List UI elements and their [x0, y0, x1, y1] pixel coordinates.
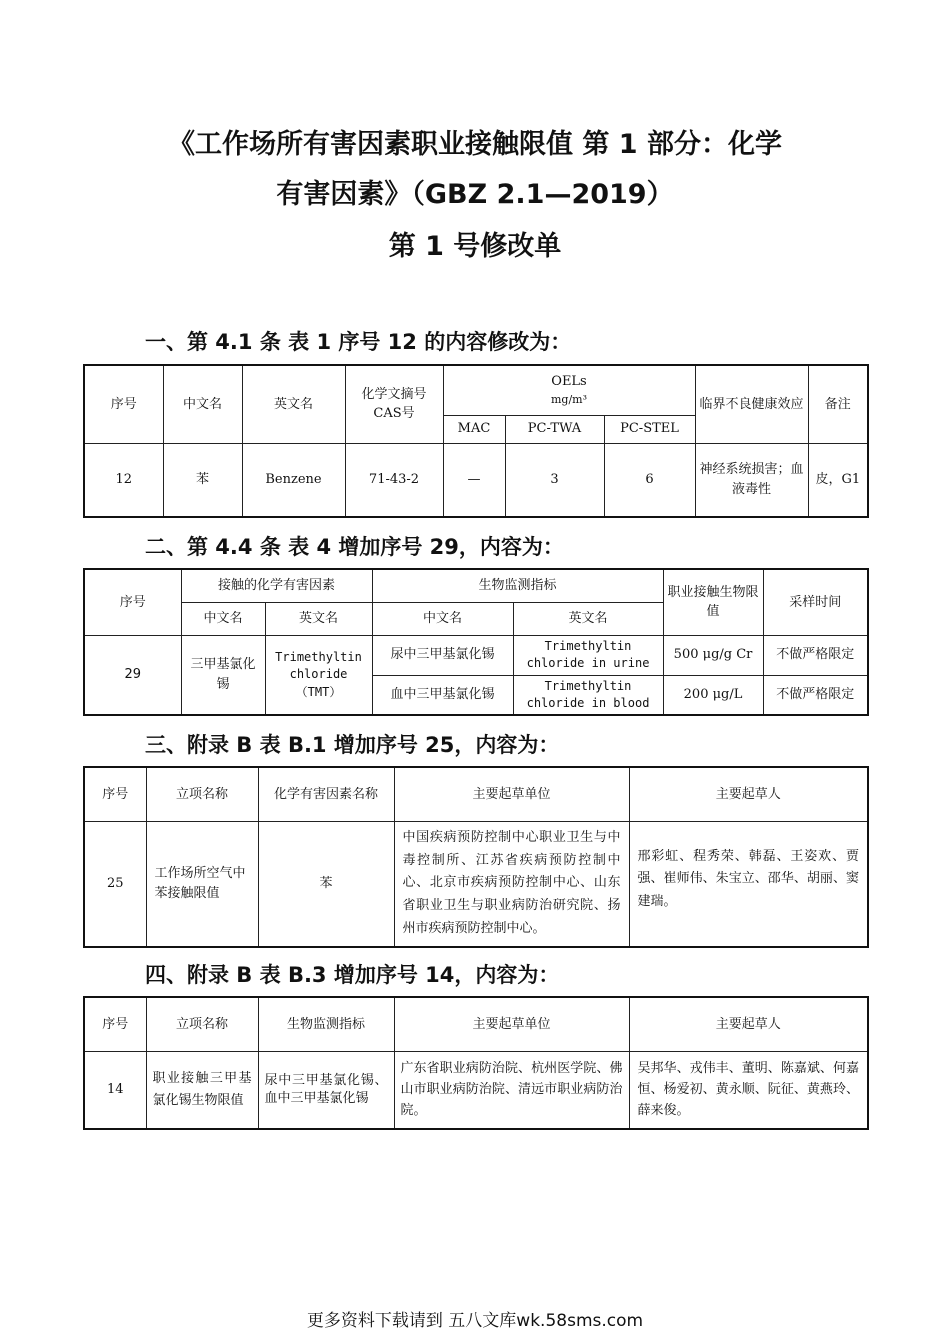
- cell-pc-stel: 6: [604, 443, 695, 517]
- cell-indicator-en: Trimethyltin chloride in blood: [513, 675, 663, 715]
- header-indicator-en: 英文名: [513, 602, 663, 635]
- cell-indicator-en: Trimethyltin chloride in urine: [513, 635, 663, 675]
- doc-title-line-1: 《工作场所有害因素职业接触限值 第 1 部分：化学: [168, 129, 782, 160]
- table-1: [83, 364, 869, 518]
- header-seq: 序号: [84, 365, 163, 443]
- cell-indicator-cn: 尿中三甲基氯化锡: [372, 635, 513, 675]
- header-project: 立项名称: [146, 997, 258, 1051]
- cell-effect: 神经系统损害；血液毒性: [695, 443, 808, 517]
- cell-drafters: 吴邦华、戎伟丰、董明、陈嘉斌、何嘉恒、杨爱初、黄永顺、阮征、黄燕玲、薛来俊。: [629, 1051, 868, 1129]
- section-1-heading: 一、第 4.1 条 表 1 序号 12 的内容修改为：: [145, 330, 572, 354]
- header-factor-en: 英文名: [265, 602, 372, 635]
- header-mac: MAC: [443, 415, 505, 443]
- section-4-heading: 四、附录 B 表 B.3 增加序号 14，内容为：: [145, 963, 560, 987]
- section-2-heading: 二、第 4.4 条 表 4 增加序号 29，内容为：: [145, 535, 564, 559]
- cell-seq: 12: [84, 443, 163, 517]
- header-drafting-unit: 主要起草单位: [394, 997, 629, 1051]
- header-bio-limit: 职业接触生物限值: [663, 569, 763, 635]
- header-note: 备注: [808, 365, 868, 443]
- header-seq: 序号: [84, 767, 146, 821]
- table-row: [84, 1051, 868, 1129]
- header-pc-twa: PC-TWA: [505, 415, 604, 443]
- header-effect: 临界不良健康效应: [695, 365, 808, 443]
- cell-en-name: Benzene: [242, 443, 345, 517]
- cell-bio-limit: 500 μg/g Cr: [663, 635, 763, 675]
- table-row: [84, 635, 868, 675]
- header-cas: 化学文摘号 CAS号: [345, 365, 443, 443]
- header-drafters: 主要起草人: [629, 767, 868, 821]
- cell-bio-limit: 200 μg/L: [663, 675, 763, 715]
- header-indicator: 生物监测指标: [372, 569, 663, 602]
- header-en-name: 英文名: [242, 365, 345, 443]
- header-factor: 接触的化学有害因素: [181, 569, 372, 602]
- header-oels-unit: mg/m³: [551, 392, 588, 406]
- cell-cas: 71-43-2: [345, 443, 443, 517]
- header-cn-name: 中文名: [163, 365, 242, 443]
- table-row: [84, 821, 868, 947]
- table-4: [83, 568, 869, 716]
- header-drafting-unit: 主要起草单位: [394, 767, 629, 821]
- cell-project: 职业接触三甲基氯化锡生物限值: [146, 1051, 258, 1129]
- cell-drafting-unit: 中国疾病预防控制中心职业卫生与中毒控制所、江苏省疾病预防控制中心、北京市疾病预防控制中心、山东省职业卫生与职业病防治研究院、扬州市疾病预防控制中心。: [394, 821, 629, 947]
- header-project: 立项名称: [146, 767, 258, 821]
- cell-cn-name: 苯: [163, 443, 242, 517]
- header-oels: [443, 365, 695, 415]
- cell-sampling-time: 不做严格限定: [763, 635, 868, 675]
- table-row: [84, 443, 868, 517]
- header-bio-indicator: 生物监测指标: [258, 997, 394, 1051]
- doc-title-line-2: 有害因素》（GBZ 2.1—2019）: [276, 179, 674, 210]
- cell-factor-name: 苯: [258, 821, 394, 947]
- section-3-heading: 三、附录 B 表 B.1 增加序号 25，内容为：: [145, 733, 560, 757]
- cell-pc-twa: 3: [505, 443, 604, 517]
- cell-sampling-time: 不做严格限定: [763, 675, 868, 715]
- cell-mac: —: [443, 443, 505, 517]
- cell-seq: 14: [84, 1051, 146, 1129]
- header-factor-name: 化学有害因素名称: [258, 767, 394, 821]
- cell-bio-indicator: 尿中三甲基氯化锡、血中三甲基氯化锡: [258, 1051, 394, 1129]
- cell-note: 皮，G1: [808, 443, 868, 517]
- doc-title-line-3: 第 1 号修改单: [388, 231, 562, 262]
- cell-indicator-cn: 血中三甲基氯化锡: [372, 675, 513, 715]
- header-drafters: 主要起草人: [629, 997, 868, 1051]
- header-factor-cn: 中文名: [181, 602, 265, 635]
- cell-seq: 29: [84, 635, 181, 715]
- header-oels-label: OELs: [551, 374, 587, 390]
- header-pc-stel: PC-STEL: [604, 415, 695, 443]
- cell-factor-cn: 三甲基氯化锡: [181, 635, 265, 715]
- table-b3: [83, 996, 869, 1130]
- cell-project: 工作场所空气中苯接触限值: [146, 821, 258, 947]
- cell-seq: 25: [84, 821, 146, 947]
- cell-drafting-unit: 广东省职业病防治院、杭州医学院、佛山市职业病防治院、清远市职业病防治院。: [394, 1051, 629, 1129]
- header-seq: 序号: [84, 569, 181, 635]
- header-indicator-cn: 中文名: [372, 602, 513, 635]
- table-b1: [83, 766, 869, 948]
- cell-factor-en: Trimethyltin chloride （TMT）: [265, 635, 372, 715]
- download-footer: 更多资料下载请到 五八文库wk.58sms.com: [306, 1311, 644, 1331]
- header-seq: 序号: [84, 997, 146, 1051]
- cell-drafters: 邢彩虹、程秀荣、韩磊、王姿欢、贾强、崔师伟、朱宝立、邵华、胡丽、窦建瑞。: [629, 821, 868, 947]
- header-sampling-time: 采样时间: [763, 569, 868, 635]
